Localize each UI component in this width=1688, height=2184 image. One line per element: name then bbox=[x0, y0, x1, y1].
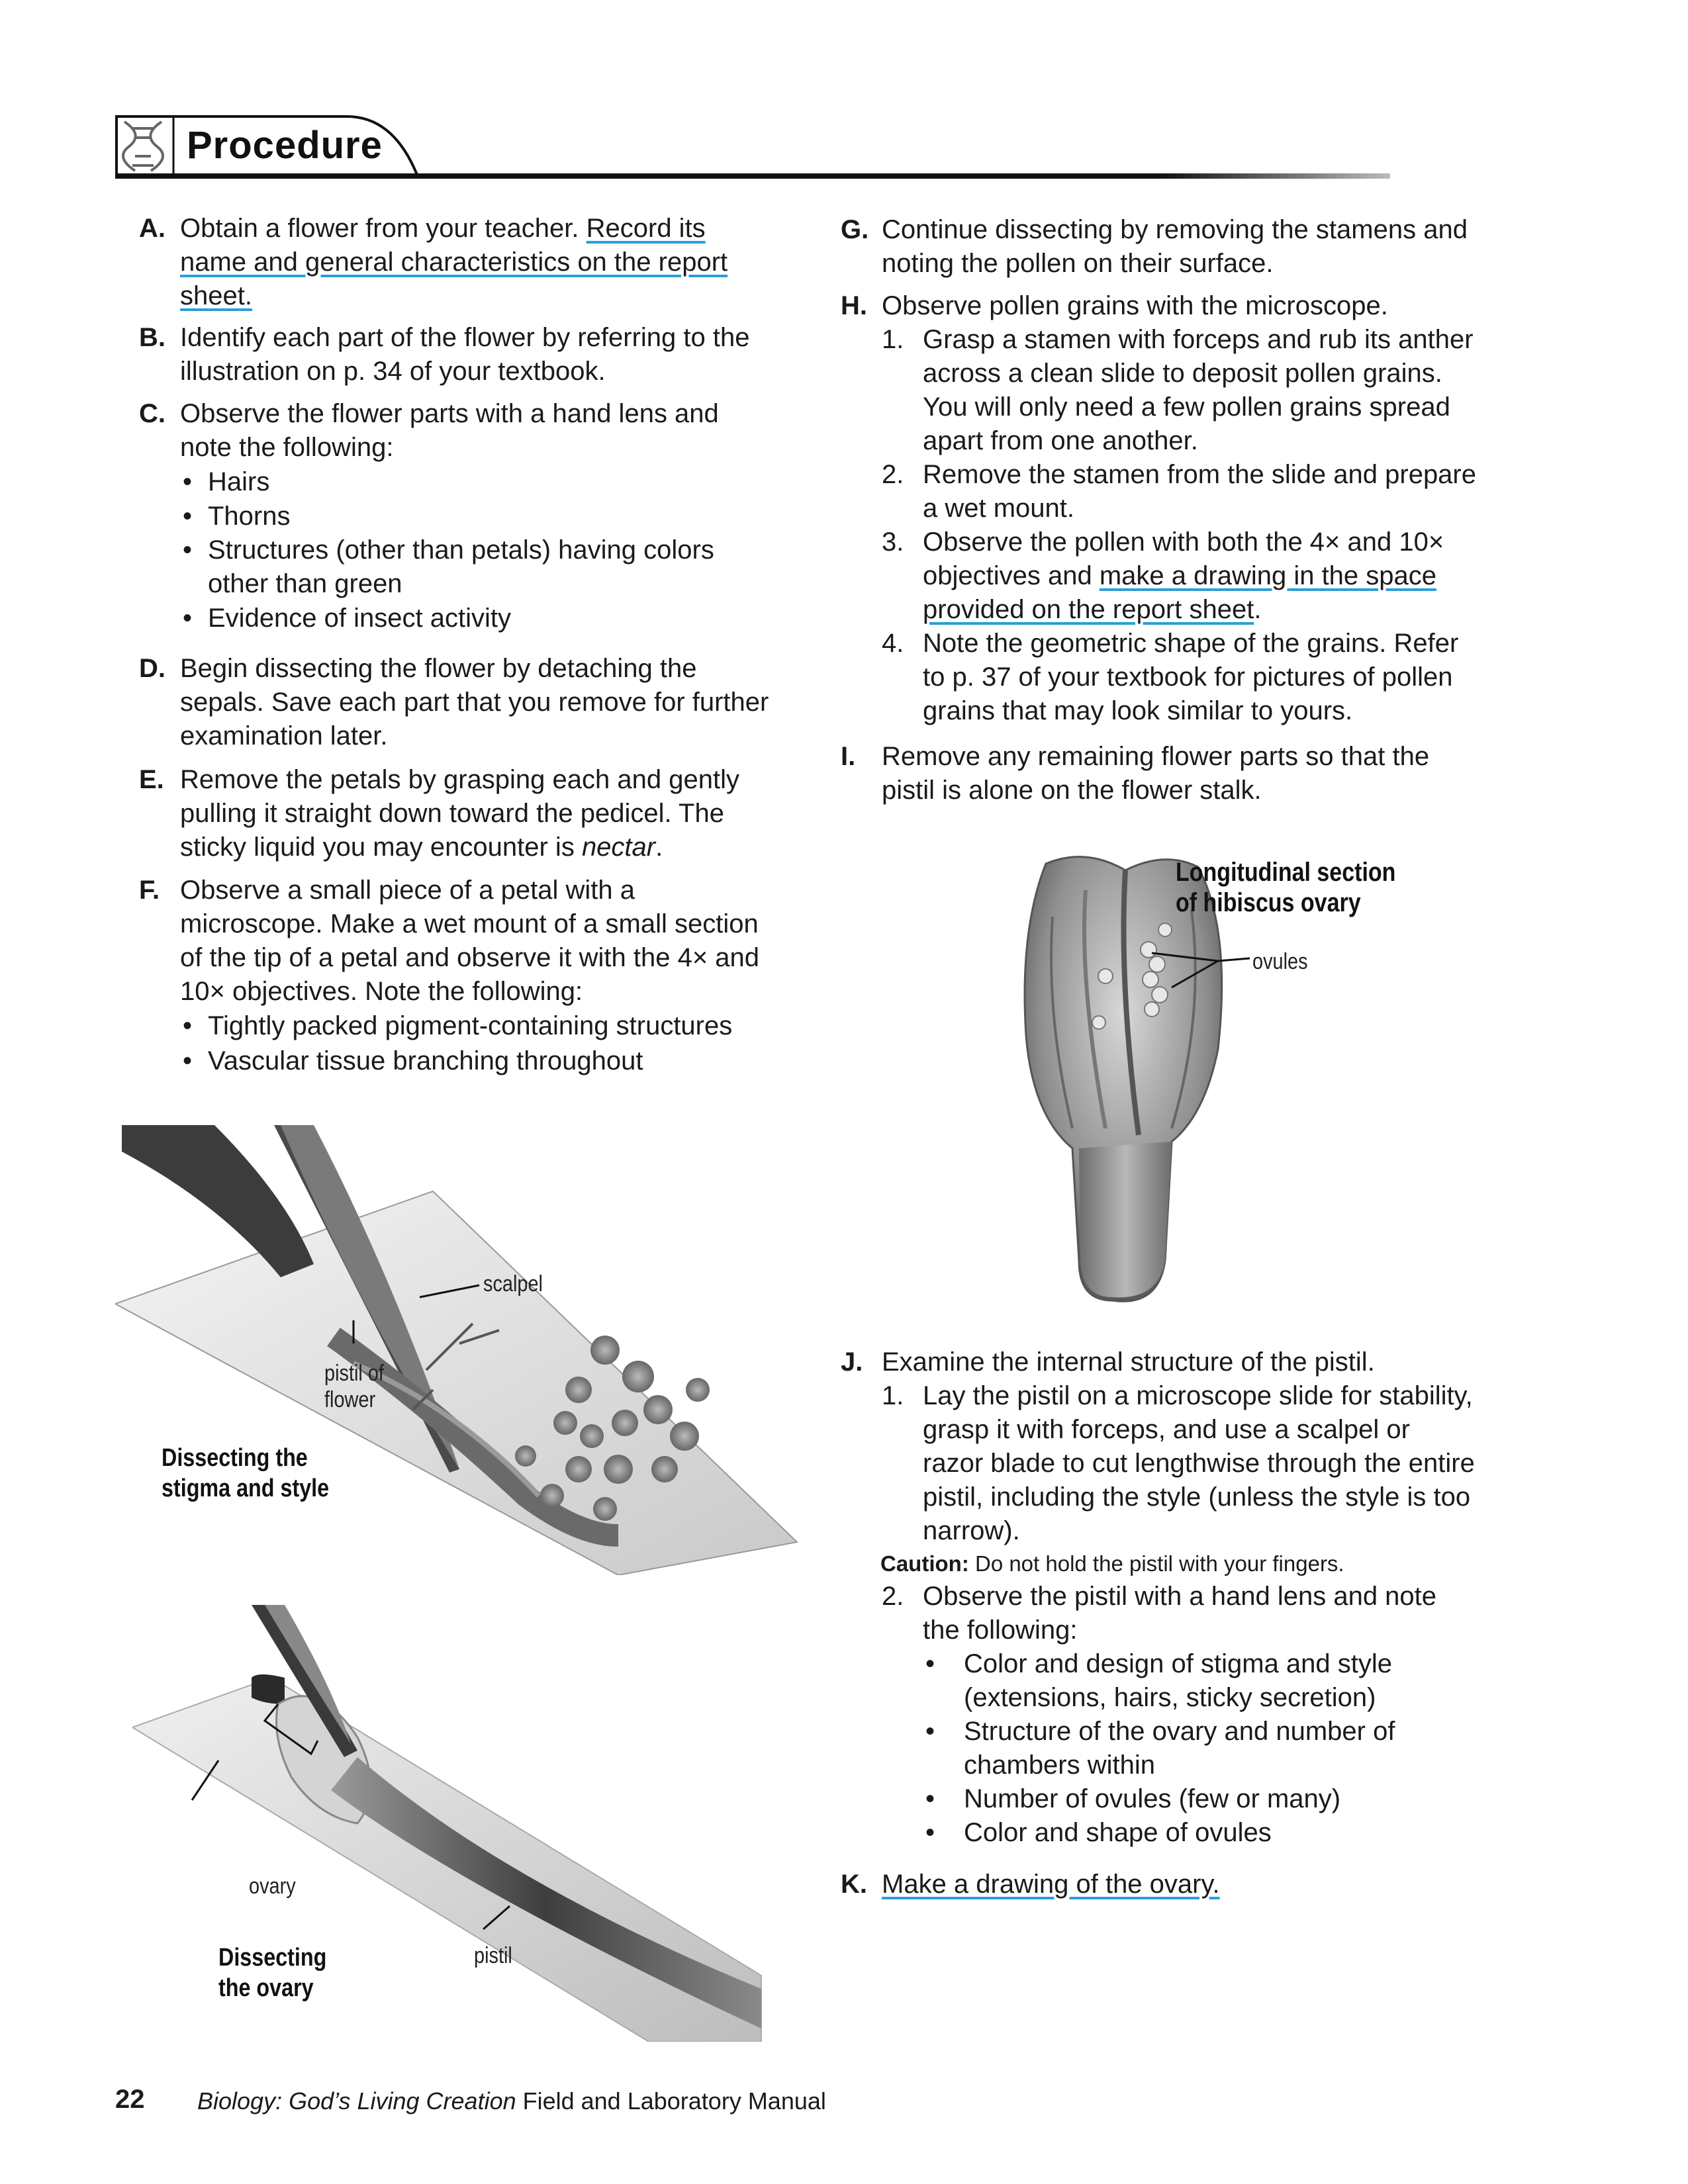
step-label: A. bbox=[139, 214, 165, 243]
list-item: • Hairs bbox=[180, 465, 774, 499]
list-item: • Structures (other than petals) having colors other than green bbox=[180, 533, 774, 601]
list-number: 1. bbox=[882, 1381, 904, 1410]
step-label: K. bbox=[841, 1870, 867, 1899]
list-text: Grasp a stamen with forceps and rub its anther across a clean slide to deposit pollen grains. You will only need a few pollen grains spread apart from one another. bbox=[923, 325, 1474, 455]
list-item bbox=[882, 458, 1476, 525]
step-i bbox=[841, 740, 1476, 807]
list-item: • Number of ovules (few or many) bbox=[923, 1782, 1476, 1816]
list-text: Remove the stamen from the slide and prepare a wet mount. bbox=[923, 460, 1476, 523]
pistil-label: pistil bbox=[474, 1943, 512, 1968]
list-item: • Color and shape of ovules bbox=[923, 1816, 1476, 1850]
emphasis-term: nectar bbox=[581, 833, 656, 862]
step-label: D. bbox=[139, 654, 165, 683]
step-label: H. bbox=[841, 291, 867, 320]
step-text: Remove the petals by grasping each and gently pulling it straight down toward the pedicel. The sticky liquid you may encounter is bbox=[180, 765, 739, 862]
step-text-end: . bbox=[655, 833, 663, 862]
ovary-dissection-caption: Dissecting the ovary bbox=[218, 1944, 327, 2002]
step-label: G. bbox=[841, 215, 869, 244]
stigma-dissection-photo bbox=[115, 1125, 804, 1575]
step-d bbox=[139, 652, 774, 753]
list-text-end: . bbox=[1254, 595, 1262, 624]
stigma-dissection-caption: Dissecting the stigma and style bbox=[162, 1444, 330, 1502]
step-k bbox=[841, 1868, 1476, 1901]
list-item bbox=[882, 627, 1476, 728]
step-text: Remove any remaining flower parts so that the pistil is alone on the flower stalk. bbox=[882, 742, 1430, 805]
scalpel-label: scalpel bbox=[483, 1271, 543, 1297]
list-number: 4. bbox=[882, 629, 904, 658]
step-label: F. bbox=[139, 876, 160, 905]
drawing-link[interactable]: make a drawing in the space provided on the report sheet bbox=[923, 561, 1437, 624]
section-title: Procedure bbox=[187, 124, 383, 167]
list-item: • Color and design of stigma and style (extensions, hairs, sticky secretion) bbox=[923, 1647, 1476, 1715]
book-subtitle: Field and Laboratory Manual bbox=[516, 2087, 826, 2115]
step-b bbox=[139, 321, 774, 388]
list-item: • Structure of the ovary and number of chambers within bbox=[923, 1715, 1476, 1782]
list-item bbox=[882, 1379, 1476, 1548]
list-number: 2. bbox=[882, 460, 904, 489]
list-item: • Evidence of insect activity bbox=[180, 601, 774, 635]
list-item bbox=[882, 1580, 1476, 1850]
step-text: Observe a small piece of a petal with a microscope. Make a wet mount of a small section of the tip of a petal and observe it with the 4× and 10× objectives. Note the following: bbox=[180, 876, 760, 1006]
header-rule bbox=[115, 173, 1390, 179]
caution-label: Caution: bbox=[880, 1551, 969, 1576]
list-item bbox=[882, 525, 1476, 627]
list-item: • Vascular tissue branching throughout bbox=[180, 1044, 774, 1079]
ovary-label: ovary bbox=[249, 1874, 296, 1899]
step-g bbox=[841, 213, 1476, 281]
step-c bbox=[139, 397, 774, 635]
list-text: Observe the pistil with a hand lens and note the following: bbox=[923, 1582, 1437, 1645]
caution-text: Do not hold the pistil with your fingers. bbox=[968, 1551, 1344, 1576]
step-label: J. bbox=[841, 1347, 863, 1377]
step-text: Observe pollen grains with the microscope. bbox=[882, 291, 1388, 320]
list-text: Observe the pollen with both the 4× and 10× objectives and bbox=[923, 527, 1444, 590]
step-j bbox=[841, 1345, 1476, 1850]
ovary-section-title: Longitudinal section of hibiscus ovary bbox=[1176, 858, 1396, 917]
hibiscus-ovary-photo bbox=[1006, 850, 1244, 1307]
book-title: Biology: God’s Living Creation bbox=[197, 2087, 516, 2115]
step-h bbox=[841, 289, 1476, 728]
ovary-drawing-link[interactable]: Make a drawing of the ovary. bbox=[882, 1870, 1220, 1899]
page-number: 22 bbox=[115, 2085, 145, 2114]
caution-note bbox=[880, 1548, 1476, 1580]
step-e bbox=[139, 763, 774, 864]
report-sheet-link[interactable]: Record its name and general characteristics on the report sheet. bbox=[180, 214, 728, 310]
running-footer bbox=[197, 2087, 826, 2115]
step-f bbox=[139, 874, 774, 1079]
list-item: • Tightly packed pigment-containing structures bbox=[180, 1009, 774, 1044]
step-label: E. bbox=[139, 765, 164, 794]
step-label: C. bbox=[139, 399, 165, 428]
list-item: • Thorns bbox=[180, 499, 774, 533]
list-item bbox=[882, 323, 1476, 458]
list-text: Note the geometric shape of the grains. Refer to p. 37 of your textbook for pictures of pollen grains that may look similar to yours. bbox=[923, 629, 1459, 725]
step-text: Begin dissecting the flower by detaching the sepals. Save each part that you remove for further examination later. bbox=[180, 654, 769, 751]
list-text: Lay the pistil on a microscope slide for stability, grasp it with forceps, and use a scalpel or razor blade to cut lengthwise through the entire pistil, including the style (unless the style is too narrow). bbox=[923, 1381, 1475, 1545]
step-label: I. bbox=[841, 742, 856, 771]
list-number: 3. bbox=[882, 527, 904, 557]
step-label: B. bbox=[139, 323, 165, 352]
step-text: Observe the flower parts with a hand lens and note the following: bbox=[180, 399, 719, 462]
ovules-label: ovules bbox=[1252, 949, 1308, 974]
step-text: Obtain a flower from your teacher. bbox=[180, 214, 586, 243]
ovules-leader-lines bbox=[1152, 940, 1251, 993]
pistil-of-flower-label: pistil of flower bbox=[324, 1361, 384, 1412]
list-number: 1. bbox=[882, 325, 904, 354]
step-a bbox=[139, 212, 774, 313]
step-text: Continue dissecting by removing the stamens and noting the pollen on their surface. bbox=[882, 215, 1468, 278]
step-text: Examine the internal structure of the pistil. bbox=[882, 1347, 1375, 1377]
list-number: 2. bbox=[882, 1582, 904, 1611]
step-text: Identify each part of the flower by referring to the illustration on p. 34 of your textbook. bbox=[180, 323, 750, 386]
